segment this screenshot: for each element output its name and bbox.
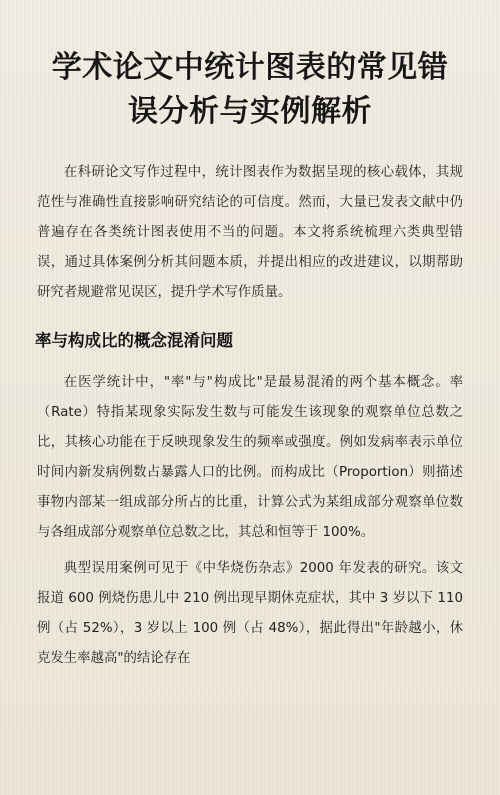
section-heading: 率与构成比的概念混淆问题 [35,331,233,350]
section-paragraph-1: 在医学统计中，"率"与"构成比"是最易混淆的两个基本概念。率（Rate）特指某现象实际发生数与可能发生该现象的观察单位总数之比，其核心功能在于反映现象发生的频率或强度。例如发病率表示单位时间内新发病例数占暴露人口的比例。而构成比（Proportion）则描述事物内部某一组成部分所占的比重，计算公式为某组成部分观察单位数与各组成部分观察单位总数之比，其总和恒等于 100%。 [37,375,463,540]
section-paragraph-2: 典型误用案例可见于《中华烧伤杂志》2000 年发表的研究。该文报道 600 例烧伤患儿中 210 例出现早期休克症状，其中 3 岁以下 110 例（占 52%），3 岁以上 100 例（占 48%），据此得出"年龄越小，休克发生率越高"的结论存在 [37,561,463,666]
article-title: 学术论文中统计图表的常见错误分析与实例解析 [51,50,449,129]
intro-paragraph: 在科研论文写作过程中，统计图表作为数据呈现的核心载体，其规范性与准确性直接影响研究结论的可信度。然而，大量已发表文献中仍普遍存在各类统计图表使用不当的问题。本文将系统梳理六类典型错误，通过具体案例分析其问题本质，并提出相应的改进建议，以期帮助研究者规避常见误区，提升学术写作质量。 [37,165,463,300]
